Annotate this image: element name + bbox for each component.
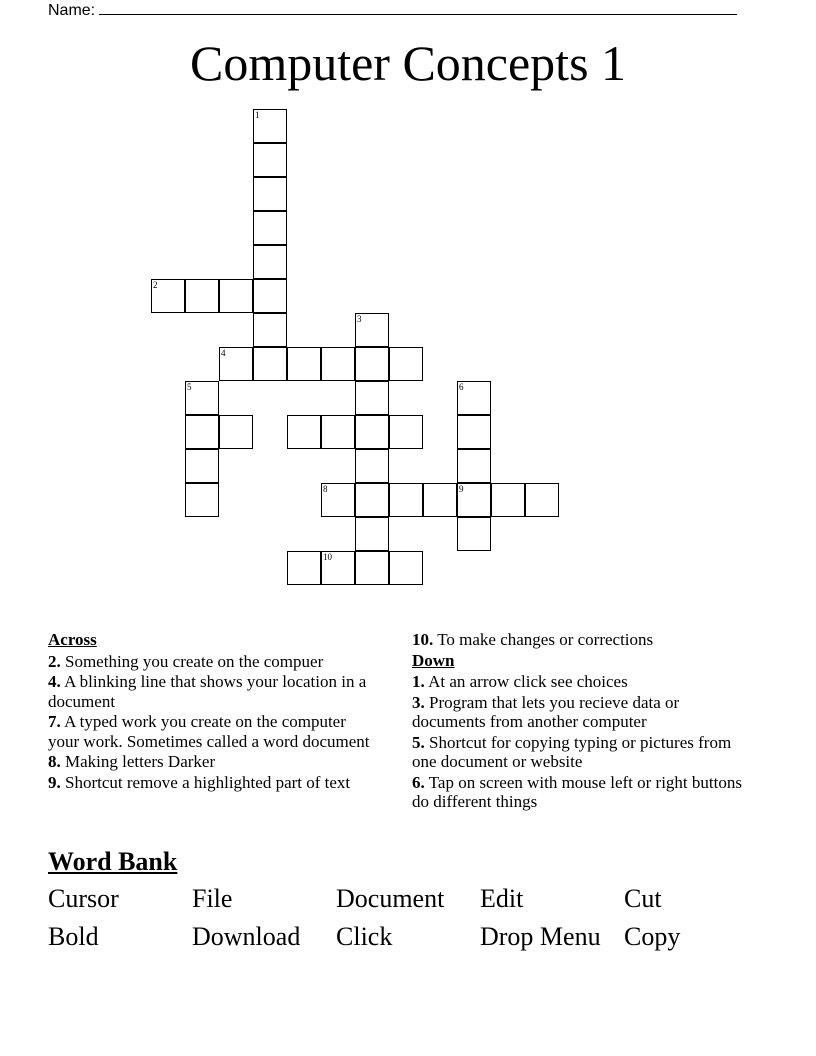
- clue-down-1: [412, 672, 752, 692]
- clue-number: 2.: [48, 651, 61, 671]
- crossword-cell[interactable]: [253, 211, 287, 245]
- word-bank-item: Click: [336, 922, 393, 951]
- clue-number-label: 5: [187, 382, 192, 392]
- crossword-cell[interactable]: [389, 483, 423, 517]
- crossword-cell[interactable]: [355, 415, 389, 449]
- crossword-cell[interactable]: [355, 517, 389, 551]
- clue-number: 9.: [48, 772, 61, 792]
- clue-number-label: 6: [459, 382, 464, 392]
- crossword-cell[interactable]: [355, 483, 389, 517]
- crossword-cell[interactable]: [287, 551, 321, 585]
- clue-text: Shortcut for copying typing or pictures from one document or website: [412, 732, 732, 771]
- crossword-cell[interactable]: [287, 415, 321, 449]
- crossword-cell[interactable]: [253, 279, 287, 313]
- clue-number-label: 1: [255, 110, 260, 120]
- clue-text: Tap on screen with mouse left or right buttons do different things: [412, 772, 742, 811]
- crossword-cell[interactable]: [389, 551, 423, 585]
- crossword-cell[interactable]: [457, 415, 491, 449]
- clue-number-label: 2: [153, 280, 158, 290]
- word-bank-item: Cut: [624, 884, 662, 913]
- clue-across-4: [48, 672, 380, 711]
- word-bank: [48, 882, 768, 954]
- clue-down-3: [412, 693, 752, 732]
- crossword-cell[interactable]: [491, 483, 525, 517]
- crossword-cell[interactable]: [355, 381, 389, 415]
- crossword-cell[interactable]: [219, 347, 253, 381]
- clue-number-label: 3: [357, 314, 362, 324]
- crossword-cell[interactable]: [219, 279, 253, 313]
- crossword-cell[interactable]: [253, 109, 287, 143]
- crossword-cell[interactable]: [185, 449, 219, 483]
- clues-left-column: [48, 630, 380, 793]
- word-bank-item: Download: [192, 922, 301, 951]
- clue-number: 3.: [412, 692, 425, 712]
- clue-down-6: [412, 773, 752, 812]
- name-label: Name:: [48, 2, 96, 19]
- word-bank-item: Edit: [480, 884, 524, 913]
- crossword-cell[interactable]: [525, 483, 559, 517]
- word-bank-item: Bold: [48, 922, 99, 951]
- clue-number: 8.: [48, 752, 61, 771]
- crossword-cell[interactable]: [355, 347, 389, 381]
- clue-number: 5.: [412, 732, 425, 752]
- crossword-cell[interactable]: [355, 449, 389, 483]
- clue-across-7: [48, 712, 380, 751]
- clue-number-label: 8: [323, 484, 328, 494]
- crossword-cell[interactable]: [185, 415, 219, 449]
- crossword-cell[interactable]: [151, 279, 185, 313]
- crossword-cell[interactable]: [457, 483, 491, 517]
- crossword-cell[interactable]: [253, 177, 287, 211]
- crossword-cell[interactable]: [253, 143, 287, 177]
- crossword-cell[interactable]: [389, 415, 423, 449]
- clue-number: 4.: [48, 672, 61, 691]
- clue-number-label: 9: [459, 484, 464, 494]
- clue-number: 10.: [412, 630, 434, 649]
- crossword-cell[interactable]: [355, 313, 389, 347]
- crossword-cell[interactable]: [253, 313, 287, 347]
- clue-number: 7.: [48, 712, 61, 731]
- crossword-cell[interactable]: [389, 347, 423, 381]
- clue-number: 1.: [412, 672, 425, 691]
- clue-text: A typed work you create on the computer your work. Sometimes called a word document: [48, 712, 370, 751]
- crossword-cell[interactable]: [355, 551, 389, 585]
- clue-text: Making letters Darker: [65, 752, 216, 771]
- clue-across-10: [412, 630, 752, 650]
- clue-number: 6.: [412, 772, 425, 792]
- crossword-cell[interactable]: [321, 347, 355, 381]
- crossword-cell[interactable]: [253, 245, 287, 279]
- crossword-cell[interactable]: [287, 347, 321, 381]
- crossword-cell[interactable]: [321, 415, 355, 449]
- clue-across-8: [48, 752, 380, 772]
- clue-text: To make changes or corrections: [437, 630, 654, 649]
- crossword-cell[interactable]: [457, 517, 491, 551]
- clue-across-2: [48, 652, 380, 672]
- crossword-cell[interactable]: [457, 381, 491, 415]
- clues-right-column: [412, 630, 752, 813]
- clue-text: A blinking line that shows your location in a document: [48, 672, 367, 711]
- crossword-cell[interactable]: [457, 449, 491, 483]
- clue-text: Program that lets you recieve data or documents from another computer: [412, 692, 680, 731]
- crossword-cell[interactable]: [185, 483, 219, 517]
- down-heading: Down: [412, 650, 455, 670]
- page-title: Computer Concepts 1: [189, 35, 627, 91]
- across-heading: Across: [48, 630, 97, 649]
- clue-number-label: 10: [323, 552, 332, 562]
- word-bank-item: Copy: [624, 922, 681, 951]
- clue-text: Something you create on the compuer: [65, 651, 324, 671]
- crossword-cell[interactable]: [185, 381, 219, 415]
- crossword-cell[interactable]: [423, 483, 457, 517]
- word-bank-item: Document: [336, 884, 445, 913]
- clue-across-9: [48, 773, 380, 793]
- crossword-cell[interactable]: [185, 279, 219, 313]
- clue-text: At an arrow click see choices: [428, 672, 628, 691]
- clue-down-5: [412, 733, 752, 772]
- crossword-cell[interactable]: [321, 483, 355, 517]
- crossword-cell[interactable]: [321, 551, 355, 585]
- clue-text: Shortcut remove a highlighted part of text: [65, 772, 351, 792]
- word-bank-title: Word Bank: [48, 847, 178, 876]
- word-bank-item: File: [192, 884, 233, 913]
- word-bank-item: Drop Menu: [480, 922, 601, 951]
- crossword-cell[interactable]: [253, 347, 287, 381]
- crossword-cell[interactable]: [219, 415, 253, 449]
- word-bank-item: Cursor: [48, 884, 119, 913]
- clue-number-label: 4: [221, 348, 226, 358]
